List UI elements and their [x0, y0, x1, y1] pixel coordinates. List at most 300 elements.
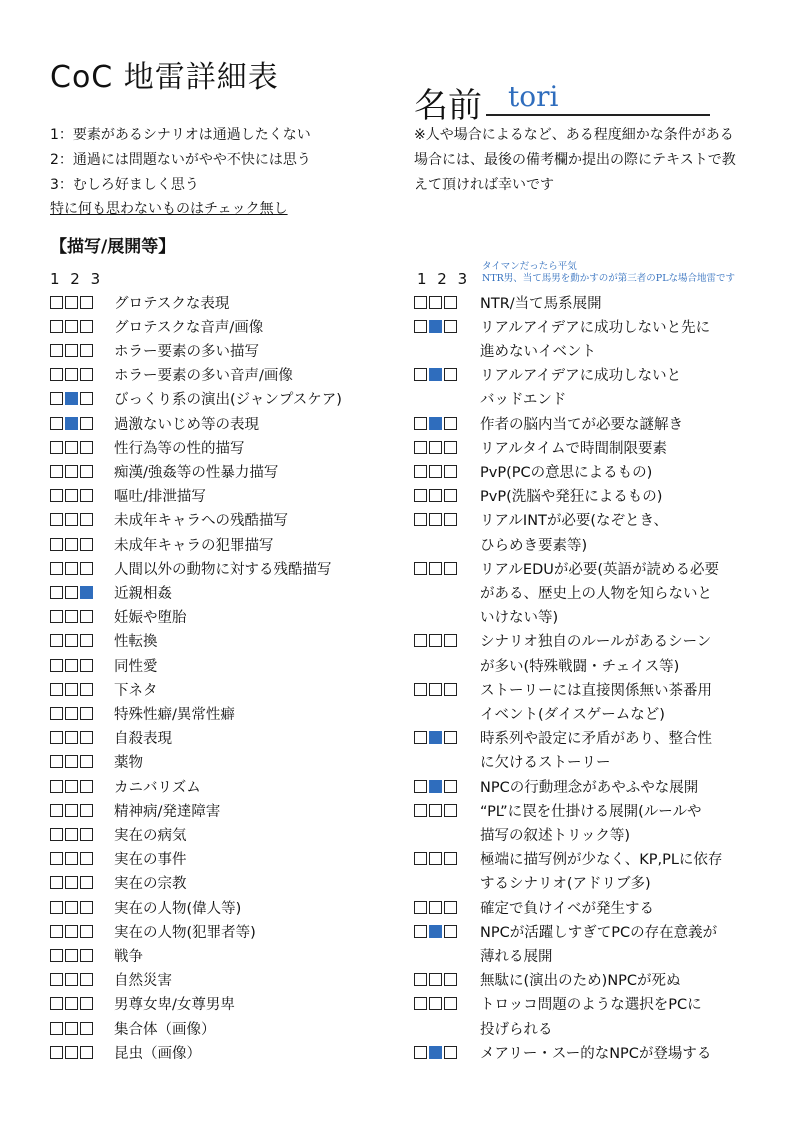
checkbox-1[interactable] [414, 1046, 427, 1059]
checkbox-3[interactable] [80, 610, 93, 623]
checklist-item [414, 798, 701, 822]
checkbox-2[interactable] [65, 417, 78, 430]
checkbox-group [414, 489, 472, 502]
checkbox-1[interactable] [50, 441, 63, 454]
checkbox-3[interactable] [80, 320, 93, 333]
item-label-continued: がある、歴史上の人物を知らないと [480, 585, 712, 602]
checkbox-2[interactable] [65, 925, 78, 938]
checkbox-2[interactable] [429, 780, 442, 793]
checklist-item [414, 508, 668, 532]
checkbox-2[interactable] [65, 513, 78, 526]
checkbox-1[interactable] [50, 320, 63, 333]
checkbox-2[interactable] [65, 683, 78, 696]
item-label: 精神病/発達障害 [114, 803, 221, 820]
checkbox-2[interactable] [429, 925, 442, 938]
checkbox-1[interactable] [50, 925, 63, 938]
checkbox-2[interactable] [65, 973, 78, 986]
checkbox-1[interactable] [50, 949, 63, 962]
checklist-item [414, 1040, 711, 1064]
checkbox-1[interactable] [50, 344, 63, 357]
checkbox-1[interactable] [414, 417, 427, 430]
checkbox-3[interactable] [80, 973, 93, 986]
item-label: ホラー要素の多い描写 [114, 343, 259, 360]
checkbox-3[interactable] [444, 465, 457, 478]
item-label: 無駄に(演出のため)NPCが死ぬ [480, 973, 681, 990]
checklist-item [50, 1016, 216, 1040]
checkbox-1[interactable] [414, 973, 427, 986]
checklist-item [50, 435, 245, 459]
checkbox-group [414, 731, 472, 744]
checkbox-1[interactable] [414, 780, 427, 793]
checkbox-3[interactable] [444, 320, 457, 333]
checkbox-group [414, 513, 472, 526]
checkbox-group [50, 828, 108, 841]
checkbox-3[interactable] [444, 513, 457, 526]
checkbox-2[interactable] [65, 659, 78, 672]
checklist-item [50, 605, 187, 629]
checkbox-2[interactable] [65, 876, 78, 889]
item-label: 特殊性癖/異常性癖 [114, 706, 235, 723]
checkbox-3[interactable] [80, 513, 93, 526]
checklist-item [50, 726, 172, 750]
checkbox-3[interactable] [444, 683, 457, 696]
checkbox-1[interactable] [50, 852, 63, 865]
checkbox-1[interactable] [414, 683, 427, 696]
checklist-item [50, 629, 158, 653]
checkbox-3[interactable] [444, 901, 457, 914]
checkbox-group [50, 1022, 108, 1035]
checklist-item [50, 847, 187, 871]
item-label: PvP(PCの意思によるもの) [480, 464, 653, 481]
checkbox-3[interactable] [80, 465, 93, 478]
checkbox-group [414, 368, 472, 381]
checkbox-1[interactable] [50, 465, 63, 478]
item-label: 性行為等の性的描写 [114, 440, 245, 457]
checklist-item [414, 556, 719, 580]
legend-line-1: 1：要素があるシナリオは通過したくない [50, 127, 311, 143]
checkbox-1[interactable] [50, 804, 63, 817]
checkbox-3[interactable] [444, 997, 457, 1010]
checkbox-group [50, 610, 108, 623]
item-label: ストーリーには直接関係無い茶番用 [480, 682, 712, 699]
checkbox-1[interactable] [414, 441, 427, 454]
checkbox-3[interactable] [80, 392, 93, 405]
checkbox-3[interactable] [444, 804, 457, 817]
checkbox-group [50, 562, 108, 575]
checklist-item [50, 338, 259, 362]
item-label-continued: するシナリオ(アドリブ多) [480, 876, 651, 893]
checkbox-1[interactable] [50, 586, 63, 599]
checkbox-2[interactable] [429, 489, 442, 502]
checkbox-1[interactable] [50, 296, 63, 309]
checkbox-1[interactable] [50, 634, 63, 647]
item-label: 人間以外の動物に対する残酷描写 [114, 561, 332, 578]
checkbox-1[interactable] [414, 296, 427, 309]
checkbox-group [50, 586, 108, 599]
checkbox-1[interactable] [414, 489, 427, 502]
checkbox-group [50, 852, 108, 865]
item-label: 性転換 [114, 634, 158, 651]
checklist-item [50, 411, 259, 435]
checklist-item [50, 798, 220, 822]
checkbox-3[interactable] [80, 731, 93, 744]
checkbox-group [50, 489, 108, 502]
checkbox-3[interactable] [444, 489, 457, 502]
checkbox-group [414, 296, 472, 309]
checklist-item [50, 314, 263, 338]
checkbox-2[interactable] [65, 634, 78, 647]
checkbox-3[interactable] [80, 586, 93, 599]
checklist-item [414, 314, 710, 338]
checkbox-2[interactable] [65, 852, 78, 865]
checklist-item [50, 508, 288, 532]
checkbox-3[interactable] [80, 755, 93, 768]
checkbox-3[interactable] [80, 997, 93, 1010]
checkbox-1[interactable] [414, 513, 427, 526]
checkbox-3[interactable] [444, 368, 457, 381]
item-label: 痴漢/強姦等の性暴力描写 [114, 464, 279, 481]
checkbox-2[interactable] [429, 417, 442, 430]
note-line-1: ※人や場合によるなど、ある程度細かな条件がある [414, 127, 734, 143]
checkbox-3[interactable] [444, 925, 457, 938]
item-label: 男尊女卑/女尊男卑 [114, 997, 235, 1014]
checkbox-1[interactable] [414, 634, 427, 647]
checkbox-2[interactable] [65, 731, 78, 744]
item-label-continued: 進めないイベント [480, 343, 596, 360]
checklist-item [50, 992, 235, 1016]
checkbox-2[interactable] [65, 804, 78, 817]
checkbox-group [414, 1046, 472, 1059]
checkbox-2[interactable] [429, 731, 442, 744]
checkbox-group [50, 659, 108, 672]
checkbox-1[interactable] [50, 489, 63, 502]
checkbox-2[interactable] [65, 586, 78, 599]
checkbox-1[interactable] [414, 852, 427, 865]
item-label: メアリー・スー的なNPCが登場する [480, 1045, 712, 1062]
checklist-item [414, 459, 652, 483]
checkbox-2[interactable] [65, 344, 78, 357]
checkbox-group [414, 417, 472, 430]
checkbox-2[interactable] [65, 465, 78, 478]
checklist-item [50, 750, 143, 774]
item-label: シナリオ独自のルールがあるシーン [480, 634, 712, 651]
item-label: 昆虫（画像） [114, 1045, 201, 1062]
checkbox-1[interactable] [50, 538, 63, 551]
checkbox-3[interactable] [444, 296, 457, 309]
checkbox-3[interactable] [80, 296, 93, 309]
legend-line-4: 特に何も思わないものはチェック無し [50, 201, 288, 217]
checkbox-group [414, 562, 472, 575]
checkbox-group [414, 852, 472, 865]
checkbox-1[interactable] [50, 392, 63, 405]
checkbox-3[interactable] [444, 780, 457, 793]
item-label: リアルEDUが必要(英語が読める必要 [480, 561, 720, 578]
checklist-item [414, 774, 698, 798]
checkbox-3[interactable] [80, 683, 93, 696]
item-label: 自殺表現 [114, 731, 172, 748]
checkbox-2[interactable] [65, 610, 78, 623]
item-label: “PL”に罠を仕掛ける展開(ルールや [480, 803, 702, 820]
checkbox-3[interactable] [80, 538, 93, 551]
checkbox-group [50, 538, 108, 551]
item-label: 極端に描写例が少なく、KP,PLに依存 [480, 852, 723, 869]
checkbox-3[interactable] [80, 852, 93, 865]
item-label: 集合体（画像） [114, 1021, 216, 1038]
checkbox-3[interactable] [80, 1022, 93, 1035]
item-label: リアルタイムで時間制限要素 [480, 440, 668, 457]
checkbox-1[interactable] [414, 997, 427, 1010]
checkbox-3[interactable] [80, 659, 93, 672]
item-label-continued: 描写の叙述トリック等) [480, 827, 631, 844]
checkbox-3[interactable] [80, 876, 93, 889]
checkbox-group [50, 465, 108, 478]
checkbox-3[interactable] [444, 731, 457, 744]
checkbox-3[interactable] [80, 707, 93, 720]
checklist-item [50, 532, 274, 556]
checkbox-2[interactable] [429, 804, 442, 817]
checkbox-3[interactable] [80, 562, 93, 575]
checkbox-3[interactable] [80, 828, 93, 841]
checkbox-1[interactable] [414, 320, 427, 333]
checkbox-2[interactable] [65, 755, 78, 768]
checkbox-3[interactable] [444, 1046, 457, 1059]
checkbox-2[interactable] [429, 368, 442, 381]
checkbox-3[interactable] [444, 852, 457, 865]
checkbox-2[interactable] [429, 973, 442, 986]
checklist-item [50, 895, 241, 919]
checkbox-2[interactable] [65, 1046, 78, 1059]
column-header-left: 1 2 3 [50, 270, 104, 288]
checkbox-group [50, 320, 108, 333]
checkbox-2[interactable] [65, 441, 78, 454]
checklist-item [50, 701, 235, 725]
checkbox-2[interactable] [429, 320, 442, 333]
checkbox-2[interactable] [429, 296, 442, 309]
checkbox-1[interactable] [414, 465, 427, 478]
checklist-item [50, 484, 206, 508]
checkbox-2[interactable] [65, 489, 78, 502]
item-label: PvP(洗脳や発狂によるもの) [480, 489, 663, 506]
checkbox-group [414, 634, 472, 647]
checkbox-3[interactable] [80, 925, 93, 938]
item-label-continued: 投げられる [480, 1021, 553, 1038]
item-label: 戦争 [114, 948, 143, 965]
checklist-item [50, 363, 293, 387]
checkbox-group [50, 296, 108, 309]
page-title: CoC 地雷詳細表 [50, 60, 279, 95]
item-label: びっくり系の演出(ジャンプスケア) [114, 392, 342, 409]
checkbox-2[interactable] [65, 828, 78, 841]
item-label-continued: イベント(ダイスゲームなど) [480, 706, 665, 723]
checkbox-3[interactable] [80, 634, 93, 647]
item-label-continued: ひらめき要素等) [480, 537, 588, 554]
checkbox-3[interactable] [80, 489, 93, 502]
checkbox-1[interactable] [50, 707, 63, 720]
checkbox-1[interactable] [50, 610, 63, 623]
checkbox-3[interactable] [80, 368, 93, 381]
checkbox-2[interactable] [65, 901, 78, 914]
checkbox-group [50, 731, 108, 744]
checkbox-1[interactable] [50, 513, 63, 526]
item-label: 未成年キャラの犯罪描写 [114, 537, 274, 554]
column-header-right: 1 2 3 [417, 270, 471, 288]
checkbox-1[interactable] [50, 997, 63, 1010]
checklist-item [50, 387, 342, 411]
item-label: 実在の人物(犯罪者等) [114, 924, 256, 941]
checkbox-2[interactable] [65, 368, 78, 381]
legend-line-2: 2：通過には問題ないがやや不快には思う [50, 152, 311, 168]
checkbox-3[interactable] [444, 562, 457, 575]
checklist-item [50, 677, 158, 701]
item-label: 下ネタ [114, 682, 158, 699]
checkbox-group [50, 513, 108, 526]
annotation-line-2: NTR男、当て馬男を動かすのが第三者のPLな場合地雷です [482, 273, 736, 284]
item-label-continued: が多い(特殊戦闘・チェイス等) [480, 658, 680, 675]
checkbox-2[interactable] [429, 562, 442, 575]
checklist-item [50, 653, 158, 677]
item-label: グロテスクな音声/画像 [114, 319, 264, 336]
item-label: 作者の脳内当てが必要な謎解き [480, 416, 683, 433]
checkbox-group [50, 755, 108, 768]
item-label: NTR/当て馬系展開 [480, 295, 602, 312]
checkbox-group [414, 973, 472, 986]
checkbox-2[interactable] [65, 562, 78, 575]
checklist-item [50, 968, 172, 992]
checkbox-3[interactable] [444, 417, 457, 430]
checkbox-3[interactable] [80, 949, 93, 962]
checkbox-3[interactable] [444, 634, 457, 647]
checklist-item [414, 629, 711, 653]
checklist-item [50, 556, 332, 580]
checklist-item [414, 992, 702, 1016]
checkbox-group [414, 320, 472, 333]
item-label: グロテスクな表現 [114, 295, 230, 312]
checkbox-3[interactable] [80, 344, 93, 357]
checkbox-1[interactable] [50, 828, 63, 841]
checkbox-2[interactable] [65, 392, 78, 405]
checkbox-group [50, 368, 108, 381]
checkbox-1[interactable] [50, 1046, 63, 1059]
checkbox-group [50, 901, 108, 914]
checkbox-1[interactable] [50, 683, 63, 696]
checkbox-2[interactable] [65, 538, 78, 551]
checkbox-1[interactable] [414, 562, 427, 575]
checkbox-1[interactable] [50, 659, 63, 672]
checkbox-2[interactable] [65, 997, 78, 1010]
checklist-item [50, 580, 172, 604]
checkbox-2[interactable] [65, 707, 78, 720]
checkbox-group [414, 997, 472, 1010]
checklist-item [414, 726, 712, 750]
checkbox-3[interactable] [80, 804, 93, 817]
checkbox-1[interactable] [50, 901, 63, 914]
checkbox-2[interactable] [65, 949, 78, 962]
checkbox-2[interactable] [429, 683, 442, 696]
item-label-continued: 薄れる展開 [480, 948, 553, 965]
checklist-item [414, 895, 654, 919]
checklist-item [414, 968, 681, 992]
checkbox-1[interactable] [50, 876, 63, 889]
checkbox-1[interactable] [414, 925, 427, 938]
checkbox-group [50, 344, 108, 357]
item-label: 同性愛 [114, 658, 158, 675]
checkbox-2[interactable] [65, 320, 78, 333]
checkbox-3[interactable] [444, 973, 457, 986]
item-label: 過激ないじめ等の表現 [114, 416, 259, 433]
checkbox-2[interactable] [429, 997, 442, 1010]
checkbox-2[interactable] [429, 441, 442, 454]
checkbox-1[interactable] [50, 1022, 63, 1035]
checkbox-1[interactable] [50, 973, 63, 986]
checkbox-1[interactable] [50, 368, 63, 381]
checklist-item [50, 1040, 201, 1064]
checklist-item [414, 290, 602, 314]
checkbox-1[interactable] [414, 731, 427, 744]
checkbox-2[interactable] [429, 852, 442, 865]
checkbox-2[interactable] [65, 296, 78, 309]
checkbox-1[interactable] [414, 804, 427, 817]
checkbox-2[interactable] [429, 901, 442, 914]
checkbox-group [414, 925, 472, 938]
checkbox-group [50, 441, 108, 454]
checkbox-1[interactable] [50, 562, 63, 575]
item-label: NPCの行動理念があやふやな展開 [480, 779, 699, 796]
legend-line-3: 3：むしろ好ましく思う [50, 177, 199, 193]
item-label: 実在の病気 [114, 827, 187, 844]
checklist-item [50, 919, 256, 943]
checkbox-group [50, 392, 108, 405]
item-label: 確定で負けイベが発生する [480, 900, 654, 917]
checklist-item [50, 459, 278, 483]
checkbox-1[interactable] [414, 901, 427, 914]
checkbox-1[interactable] [414, 368, 427, 381]
checkbox-1[interactable] [50, 780, 63, 793]
item-label: 妊娠や堕胎 [114, 610, 187, 627]
checkbox-3[interactable] [80, 901, 93, 914]
item-label: 実在の宗教 [114, 876, 187, 893]
checkbox-3[interactable] [80, 1046, 93, 1059]
checkbox-3[interactable] [80, 441, 93, 454]
checkbox-2[interactable] [429, 465, 442, 478]
checkbox-3[interactable] [80, 780, 93, 793]
item-label: 実在の事件 [114, 852, 187, 869]
checkbox-group [50, 925, 108, 938]
checklist-item [414, 435, 667, 459]
name-label: 名前 [414, 86, 482, 126]
checkbox-group [50, 973, 108, 986]
checklist-item [50, 943, 143, 967]
item-label: 未成年キャラへの残酷描写 [114, 513, 288, 530]
checkbox-3[interactable] [444, 441, 457, 454]
checkbox-2[interactable] [429, 513, 442, 526]
checkbox-group [50, 804, 108, 817]
checkbox-3[interactable] [80, 417, 93, 430]
checkbox-1[interactable] [50, 755, 63, 768]
checkbox-group [50, 780, 108, 793]
item-label-continued: に欠けるストーリー [480, 755, 611, 772]
checkbox-2[interactable] [429, 1046, 442, 1059]
checkbox-1[interactable] [50, 731, 63, 744]
checkbox-2[interactable] [65, 780, 78, 793]
checkbox-1[interactable] [50, 417, 63, 430]
checkbox-group [50, 683, 108, 696]
name-underline [486, 114, 710, 116]
checklist-item [50, 871, 187, 895]
checkbox-2[interactable] [429, 634, 442, 647]
item-label: 自然災害 [114, 973, 172, 990]
checkbox-2[interactable] [65, 1022, 78, 1035]
item-label: 薬物 [114, 755, 143, 772]
